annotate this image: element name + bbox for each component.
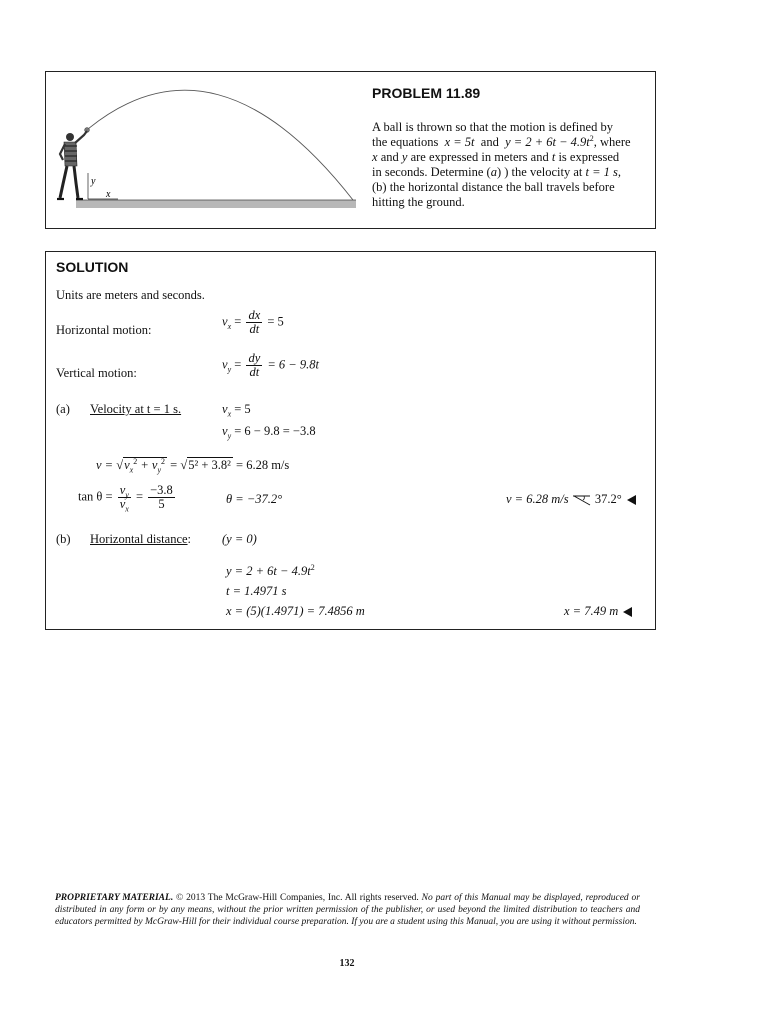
units-note: Units are meters and seconds. — [56, 288, 205, 302]
tan-theta-equation: tan θ = $\frac{v_y}{v_x}$ = $\frac{-3.8}{5}$ — [78, 483, 173, 514]
page-number: 132 — [339, 958, 355, 969]
part-a-marker: (a) — [56, 402, 70, 416]
ball-trajectory — [88, 90, 353, 200]
b-equation-3: x = (5)(1.4971) = 7.4856 m — [226, 604, 365, 618]
problem-statement — [372, 120, 640, 210]
vx-value: $v_x = 5$ — [222, 402, 251, 419]
y-axis-label: y — [91, 176, 96, 187]
part-b-marker: (b) — [56, 532, 71, 546]
vertical-motion-label: Vertical motion: — [56, 366, 137, 380]
statement-line-1: A ball is thrown so that the motion is defined by — [372, 120, 613, 134]
theta-result: θ = −37.2° — [226, 492, 283, 506]
angle-direction-icon — [572, 493, 592, 507]
velocity-magnitude: $v = √v_x^2 + v_y^2 = √5^2 + 3.8^2 = 6.28$ m/s — [96, 456, 290, 475]
answer-marker-icon — [627, 495, 636, 505]
part-a-title: Velocity at t = 1 s. — [90, 402, 182, 416]
vx-equation: $v_x$ = $\frac{dx}{dt}$ = 5 — [222, 308, 284, 336]
trajectory-figure — [56, 80, 356, 215]
problem-title: PROBLEM 11.89 — [372, 85, 481, 101]
statement-line-2: the equations x = 5t and $y = 2 + 6t - 4.9t^2$, where — [372, 133, 631, 149]
b-equation-2: t = 1.4971 s — [226, 584, 287, 598]
statement-line-6: hitting the ground. — [372, 195, 465, 209]
vy-equation: $v_y$ = $\frac{dy}{dt}$ = 6 − 9.8t — [222, 351, 319, 379]
statement-line-3: x and y are expressed in meters and t is expressed — [372, 150, 620, 164]
statement-line-5: (b) the horizontal distance the ball travels before — [372, 180, 615, 194]
horizontal-motion-label: Horizontal motion: — [56, 323, 152, 337]
solution-box — [45, 251, 656, 630]
b-equation-1: $y = 2 + 6t - 4.9t^2$ — [226, 562, 315, 578]
thrower-figure-icon — [57, 131, 87, 199]
ground-strip — [76, 200, 356, 208]
problem-box — [45, 71, 656, 229]
answer-a: v = 6.28 m/s 37.2° — [506, 492, 636, 507]
part-b-condition: (y = 0) — [222, 532, 257, 546]
statement-line-4: in seconds. Determine (a) ) the velocity at t = 1 s, — [372, 165, 622, 179]
solution-title: SOLUTION — [56, 259, 129, 275]
copyright-footer: PROPRIETARY MATERIAL. © 2013 The McGraw-Hill Companies, Inc. All rights reserved. No part of this Manual may be displayed, reproduced or distributed in any form or by any means, without the prior written permission of the publisher, or used beyond the limited distribution to teachers and educators permitted by McGraw-Hill for their individual course preparation. If you are a student using this Manual, you are using it without permission. — [55, 893, 640, 927]
answer-marker-icon — [623, 607, 632, 617]
part-b-title: Horizontal distance: — [90, 532, 192, 546]
x-axis-label: x — [106, 189, 111, 200]
answer-b: x = 7.49 m — [564, 604, 632, 619]
vy-value: $v_y = 6 - 9.8 = -3.8$ — [222, 424, 316, 441]
